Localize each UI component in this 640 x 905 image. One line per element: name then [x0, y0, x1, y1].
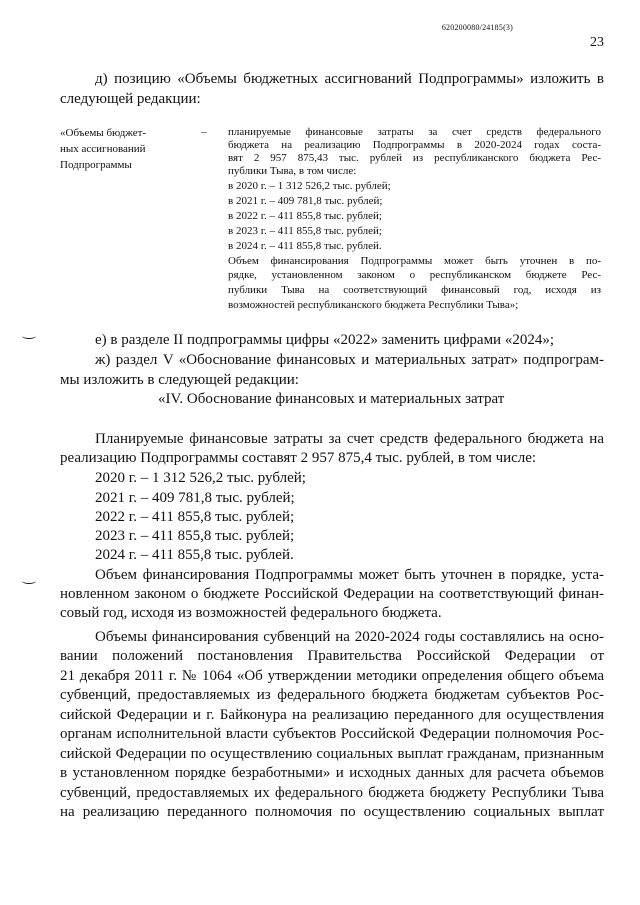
para2-line: новленном законом о бюджете Российской Федерации на соответствующий финан-: [60, 586, 604, 602]
para3-line: субвенций, предоставляемых их федерального бюджета бюджету Республики Тыва: [60, 785, 604, 801]
table-left-label-1: «Объемы бюджет-: [60, 127, 147, 139]
table-right-line: публики Тыва, в том числе:: [228, 165, 357, 177]
margin-mark: [22, 333, 36, 339]
table-right-line: вят 2 957 875,43 тыс. рублей из республиканского бюджета Рес-: [228, 152, 601, 164]
para3-line: органам исполнительной власти субъектов Российской Федерации полномочия Рос-: [60, 726, 604, 742]
para1-line: реализацию Подпрограммы составят 2 957 875,4 тыс. рублей, в том числе:: [60, 450, 537, 466]
table-right-line: планируемые финансовые затраты за счет средств федерального: [228, 126, 601, 138]
table-left-label-2: ных ассигнований: [60, 143, 146, 155]
table-right-line: возможностей республиканского бюджета Республики Тыва»;: [228, 299, 519, 311]
table-right-line: в 2023 г. – 411 855,8 тыс. рублей;: [228, 225, 382, 237]
table-right-line: Объем финансирования Подпрограммы может быть уточнен в по-: [228, 255, 601, 267]
table-right-line: в 2022 г. – 411 855,8 тыс. рублей;: [228, 210, 382, 222]
table-left-label-3: Подпрограммы: [60, 159, 132, 171]
page-number: 23: [590, 35, 604, 50]
para2-line: Объем финансирования Подпрограммы может быть уточнен в порядке, уста-: [95, 567, 604, 583]
para3-line: Объемы финансирования субвенций на 2020-2024 годы составлялись на осно-: [95, 629, 604, 645]
year-line: 2020 г. – 1 312 526,2 тыс. рублей;: [95, 470, 306, 486]
table-right-line: публики Тыва на соответствующий финансовый год, исходя из: [228, 284, 601, 296]
para3-line: сийской Федерации и г. Байконура на реализацию переданного для осуществления: [60, 707, 604, 723]
item-e: е) в разделе II подпрограммы цифры «2022» заменить цифрами «2024»;: [95, 332, 555, 348]
year-line: 2023 г. – 411 855,8 тыс. рублей;: [95, 528, 295, 544]
table-right-line: в 2021 г. – 409 781,8 тыс. рублей;: [228, 195, 383, 207]
para3-line: на реализацию переданного полномочия по осуществлению социальных выплат: [60, 804, 604, 820]
item-zh-line-1: ж) раздел V «Обоснование финансовых и материальных затрат» подпрограм-: [95, 352, 604, 368]
table-right-line: в 2024 г. – 411 855,8 тыс. рублей.: [228, 240, 382, 252]
margin-mark: [22, 578, 36, 584]
para3-line: субвенций, предоставляемых из федерального бюджета бюджетам субъектов Рос-: [60, 687, 604, 703]
table-right-line: в 2020 г. – 1 312 526,2 тыс. рублей;: [228, 180, 391, 192]
para3-line: вании положений постановления Правительства Российской Федерации от: [60, 648, 604, 664]
item-d-line-1: д) позицию «Объемы бюджетных ассигнований Подпрограммы» изложить в: [95, 71, 604, 87]
section-heading: «IV. Обоснование финансовых и материальных затрат: [158, 391, 505, 407]
para2-line: совый год, исходя из возможностей федерального бюджета.: [60, 605, 442, 621]
table-right-line: рядке, установленном законом о республиканском бюджете Рес-: [228, 269, 601, 281]
para3-line: сийской Федерации по осуществлению социальных выплат гражданам, признанным: [60, 746, 604, 762]
para3-line: 21 декабря 2011 г. № 1064 «Об утверждении методики определения общего объема: [60, 668, 604, 684]
para1-line: Планируемые финансовые затраты за счет средств федерального бюджета на: [95, 431, 604, 447]
year-line: 2021 г. – 409 781,8 тыс. рублей;: [95, 490, 295, 506]
year-line: 2024 г. – 411 855,8 тыс. рублей.: [95, 547, 294, 563]
item-d-line-2: следующей редакции:: [60, 91, 201, 107]
document-id: 620200080/24185(3): [441, 23, 513, 32]
item-zh-line-2: мы изложить в следующей редакции:: [60, 372, 299, 388]
para3-line: в установленном порядке безработными» и исходных данных для расчета объемов: [60, 765, 604, 781]
year-line: 2022 г. – 411 855,8 тыс. рублей;: [95, 509, 295, 525]
table-dash: –: [201, 126, 207, 138]
table-right-line: бюджета на реализацию Подпрограммы в 2020-2024 годах соста-: [228, 139, 601, 151]
